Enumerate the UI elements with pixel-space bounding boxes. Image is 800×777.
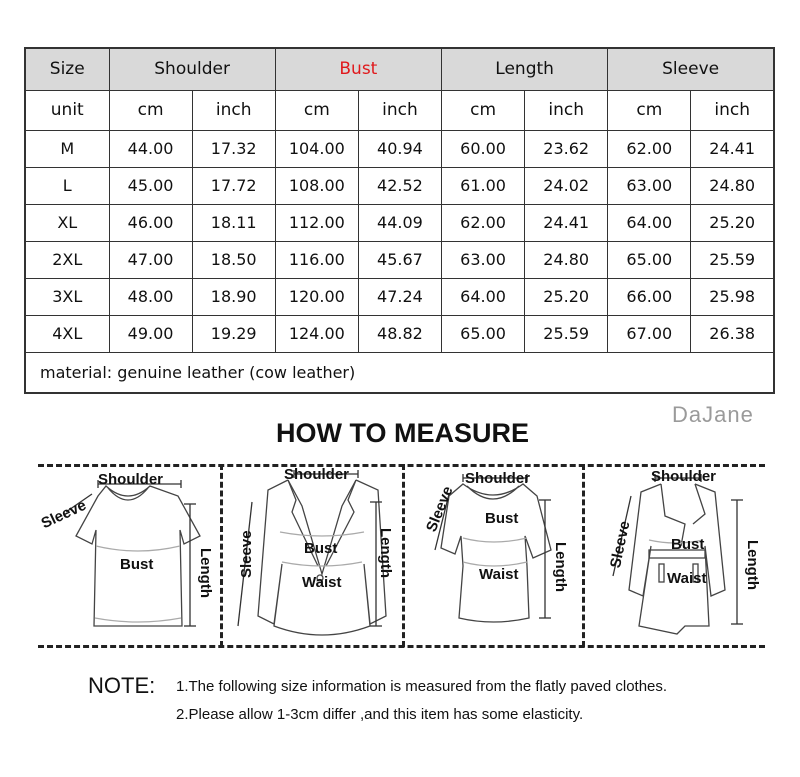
measurement-cell: 44.00: [109, 130, 192, 167]
length-label: Length: [552, 542, 569, 592]
measurement-cell: 25.59: [525, 315, 608, 352]
measurement-cell: 25.20: [691, 204, 774, 241]
measurement-cell: 25.20: [525, 278, 608, 315]
bust-label: Bust: [671, 536, 705, 553]
measurement-cell: 23.62: [525, 130, 608, 167]
measurement-cell: 63.00: [442, 241, 525, 278]
measurement-cell: 18.50: [192, 241, 275, 278]
measurement-cell: 47.24: [358, 278, 441, 315]
unit-cell: cm: [442, 90, 525, 130]
measurement-cell: 17.72: [192, 167, 275, 204]
measurement-cell: 45.00: [109, 167, 192, 204]
measurement-cell: 42.52: [358, 167, 441, 204]
sleeve-label: Sleeve: [423, 483, 457, 535]
size-row: [25, 241, 774, 278]
shoulder-header: Shoulder: [109, 48, 275, 90]
unit-label: unit: [25, 90, 109, 130]
measurement-cell: 48.00: [109, 278, 192, 315]
measurement-cell: 44.09: [358, 204, 441, 241]
waist-label: Waist: [667, 570, 707, 587]
tshirt-icon: [38, 466, 218, 644]
measurement-cell: 26.38: [691, 315, 774, 352]
size-cell: 4XL: [25, 315, 109, 352]
shoulder-label: Shoulder: [98, 471, 164, 488]
material-text: material: genuine leather (cow leather): [25, 352, 774, 393]
size-rows: [25, 130, 774, 352]
size-cell: 2XL: [25, 241, 109, 278]
measurement-cell: 45.67: [358, 241, 441, 278]
unit-cell: inch: [358, 90, 441, 130]
measurement-cell: 17.32: [192, 130, 275, 167]
size-row: [25, 278, 774, 315]
length-label: Length: [744, 540, 761, 590]
measurement-cell: 24.02: [525, 167, 608, 204]
size-chart-table: [24, 47, 775, 394]
measurement-cell: 112.00: [275, 204, 358, 241]
measurement-cell: 40.94: [358, 130, 441, 167]
waist-label: Waist: [479, 566, 519, 583]
measurement-cell: 65.00: [608, 241, 691, 278]
size-row: [25, 167, 774, 204]
unit-cell: cm: [608, 90, 691, 130]
length-header: Length: [442, 48, 608, 90]
measurement-cell: 24.41: [691, 130, 774, 167]
unit-cell: cm: [109, 90, 192, 130]
measurement-cell: 65.00: [442, 315, 525, 352]
bust-header: Bust: [275, 48, 441, 90]
shoulder-label: Shoulder: [284, 466, 350, 483]
note-label: NOTE:: [88, 673, 156, 698]
units-row: [25, 90, 774, 130]
unit-cell: inch: [691, 90, 774, 130]
unit-cell: inch: [525, 90, 608, 130]
measurement-cell: 18.11: [192, 204, 275, 241]
size-cell: M: [25, 130, 109, 167]
measurement-cell: 120.00: [275, 278, 358, 315]
measurement-cell: 61.00: [442, 167, 525, 204]
measurement-cell: 24.41: [525, 204, 608, 241]
measurement-cell: 62.00: [608, 130, 691, 167]
sleeve-header: Sleeve: [608, 48, 774, 90]
measurement-cell: 63.00: [608, 167, 691, 204]
size-row: [25, 130, 774, 167]
measurement-cell: 116.00: [275, 241, 358, 278]
shoulder-label: Shoulder: [465, 470, 531, 487]
measurement-cell: 46.00: [109, 204, 192, 241]
measurement-cell: 18.90: [192, 278, 275, 315]
sleeve-label: Sleeve: [238, 530, 255, 578]
measurement-cell: 24.80: [525, 241, 608, 278]
brand-watermark: DaJane: [672, 402, 754, 427]
shoulder-label: Shoulder: [651, 468, 717, 485]
bust-label: Bust: [120, 556, 154, 573]
measurement-cell: 108.00: [275, 167, 358, 204]
measurement-cell: 24.80: [691, 167, 774, 204]
header-row: [25, 48, 774, 90]
unit-cell: cm: [275, 90, 358, 130]
size-cell: 3XL: [25, 278, 109, 315]
measurement-cell: 124.00: [275, 315, 358, 352]
measurement-cell: 67.00: [608, 315, 691, 352]
size-header: Size: [25, 48, 109, 90]
measurement-cell: 62.00: [442, 204, 525, 241]
measurement-cell: 64.00: [608, 204, 691, 241]
bust-label: Bust: [485, 510, 519, 527]
sleeve-label: Sleeve: [607, 519, 634, 570]
unit-cell: inch: [192, 90, 275, 130]
size-row: [25, 204, 774, 241]
size-cell: XL: [25, 204, 109, 241]
measurement-cell: 47.00: [109, 241, 192, 278]
measurement-cell: 60.00: [442, 130, 525, 167]
measurement-cell: 25.98: [691, 278, 774, 315]
waist-label: Waist: [302, 574, 342, 591]
measurement-cell: 19.29: [192, 315, 275, 352]
sleeve-label: Sleeve: [38, 496, 89, 533]
material-row: [25, 352, 774, 393]
measurement-cell: 64.00: [442, 278, 525, 315]
tshirt-diagram: [38, 466, 218, 644]
measure-title: HOW TO MEASURE: [276, 418, 530, 448]
measurement-cell: 66.00: [608, 278, 691, 315]
measurement-cell: 25.59: [691, 241, 774, 278]
blazer-diagram: [222, 466, 402, 644]
measurement-cell: 48.82: [358, 315, 441, 352]
note-line-1: 1.The following size information is measured from the flatly paved clothes.: [176, 678, 668, 695]
length-label: Length: [197, 548, 214, 598]
size-cell: L: [25, 167, 109, 204]
bust-label: Bust: [304, 540, 338, 557]
length-label: Length: [377, 528, 394, 578]
coat-diagram: [585, 466, 765, 644]
note-line-2: 2.Please allow 1-3cm differ ,and this item has some elasticity.: [176, 706, 584, 723]
measurement-cell: 49.00: [109, 315, 192, 352]
size-row: [25, 315, 774, 352]
measurement-cell: 104.00: [275, 130, 358, 167]
dress-diagram: [405, 466, 585, 644]
